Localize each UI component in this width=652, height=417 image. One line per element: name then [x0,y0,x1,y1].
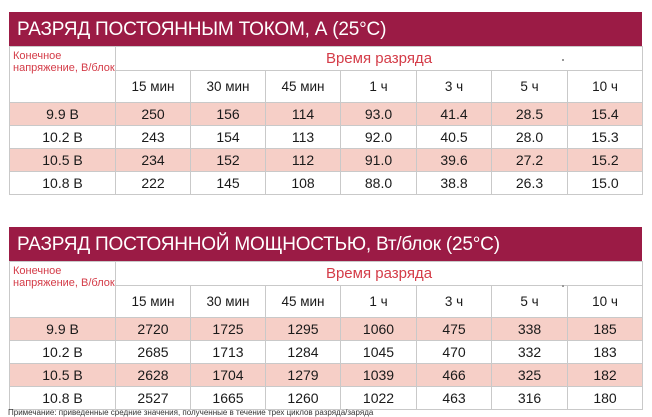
table-row [10,387,643,410]
current-discharge-title: РАЗРЯД ПОСТОЯННЫМ ТОКОМ, А (25°С) [9,12,642,46]
value-cell: 325 [492,364,568,387]
value-cell: 156 [191,103,266,126]
value-cell: 2685 [116,341,191,364]
value-cell: 2628 [116,364,191,387]
column-header: 10 ч [568,71,643,103]
voltage-cell: 10.8 В [10,172,116,195]
value-cell: 154 [191,126,266,149]
column-header: 45 мин [266,286,341,318]
table-row [10,149,643,172]
value-cell: 338 [492,318,568,341]
table-row [10,103,643,126]
voltage-column-header: Конечное напряжение, В/блок [10,262,116,318]
voltage-cell: 10.8 В [10,387,116,410]
table-row [10,341,643,364]
value-cell: 40.5 [417,126,492,149]
value-cell: 1284 [266,341,341,364]
value-cell: 1295 [266,318,341,341]
current-discharge-panel [9,12,642,195]
value-cell: 92.0 [341,126,417,149]
value-cell: 234 [116,149,191,172]
value-cell: 180 [568,387,643,410]
value-cell: 152 [191,149,266,172]
value-cell: 250 [116,103,191,126]
column-header: 3 ч [417,286,492,318]
value-cell: 222 [116,172,191,195]
value-cell: 1022 [341,387,417,410]
value-cell: 183 [568,341,643,364]
column-header: 30 мин [191,71,266,103]
value-cell: 114 [266,103,341,126]
table-row [10,318,643,341]
column-header: 5 ч [492,286,568,318]
voltage-cell: 10.2 В [10,126,116,149]
value-cell: 466 [417,364,492,387]
value-cell: 332 [492,341,568,364]
value-cell: 108 [266,172,341,195]
voltage-cell: 10.5 В [10,149,116,172]
value-cell: 1725 [191,318,266,341]
stray-dot [562,59,564,61]
voltage-column-header: Конечное напряжение, В/блок [10,47,116,103]
column-header: 10 ч [568,286,643,318]
table-row [10,126,643,149]
value-cell: 145 [191,172,266,195]
voltage-cell: 10.5 В [10,364,116,387]
value-cell: 41.4 [417,103,492,126]
voltage-cell: 9.9 В [10,103,116,126]
value-cell: 112 [266,149,341,172]
discharge-time-header: Время разряда [116,47,643,71]
value-cell: 1704 [191,364,266,387]
value-cell: 470 [417,341,492,364]
value-cell: 15.2 [568,149,643,172]
value-cell: 15.3 [568,126,643,149]
power-discharge-panel [9,227,642,410]
column-header: 1 ч [341,286,417,318]
value-cell: 88.0 [341,172,417,195]
power-discharge-title: РАЗРЯД ПОСТОЯННОЙ МОЩНОСТЬЮ, Вт/блок (25°С) [9,227,642,261]
value-cell: 15.0 [568,172,643,195]
value-cell: 38.8 [417,172,492,195]
value-cell: 1713 [191,341,266,364]
value-cell: 316 [492,387,568,410]
value-cell: 2720 [116,318,191,341]
value-cell: 28.0 [492,126,568,149]
column-header: 3 ч [417,71,492,103]
value-cell: 2527 [116,387,191,410]
value-cell: 15.4 [568,103,643,126]
column-header: 1 ч [341,71,417,103]
value-cell: 182 [568,364,643,387]
column-header: 15 мин [116,286,191,318]
voltage-cell: 9.9 В [10,318,116,341]
column-header: 5 ч [492,71,568,103]
table-row [10,172,643,195]
column-header: 15 мин [116,71,191,103]
discharge-time-header: Время разряда [116,262,643,286]
value-cell: 1060 [341,318,417,341]
value-cell: 39.6 [417,149,492,172]
value-cell: 1665 [191,387,266,410]
value-cell: 26.3 [492,172,568,195]
column-header: 30 мин [191,286,266,318]
value-cell: 185 [568,318,643,341]
value-cell: 475 [417,318,492,341]
table-row [10,364,643,387]
value-cell: 28.5 [492,103,568,126]
voltage-cell: 10.2 В [10,341,116,364]
value-cell: 243 [116,126,191,149]
value-cell: 113 [266,126,341,149]
value-cell: 1039 [341,364,417,387]
value-cell: 1045 [341,341,417,364]
value-cell: 93.0 [341,103,417,126]
value-cell: 27.2 [492,149,568,172]
value-cell: 463 [417,387,492,410]
column-header: 45 мин [266,71,341,103]
footnote: Примечание: приведенные средние значения, полученные в течение трех циклов разряда/заряда [8,408,374,417]
value-cell: 1279 [266,364,341,387]
current-discharge-table [9,46,643,195]
stray-dot [562,285,564,287]
power-discharge-table [9,261,643,410]
value-cell: 91.0 [341,149,417,172]
value-cell: 1260 [266,387,341,410]
